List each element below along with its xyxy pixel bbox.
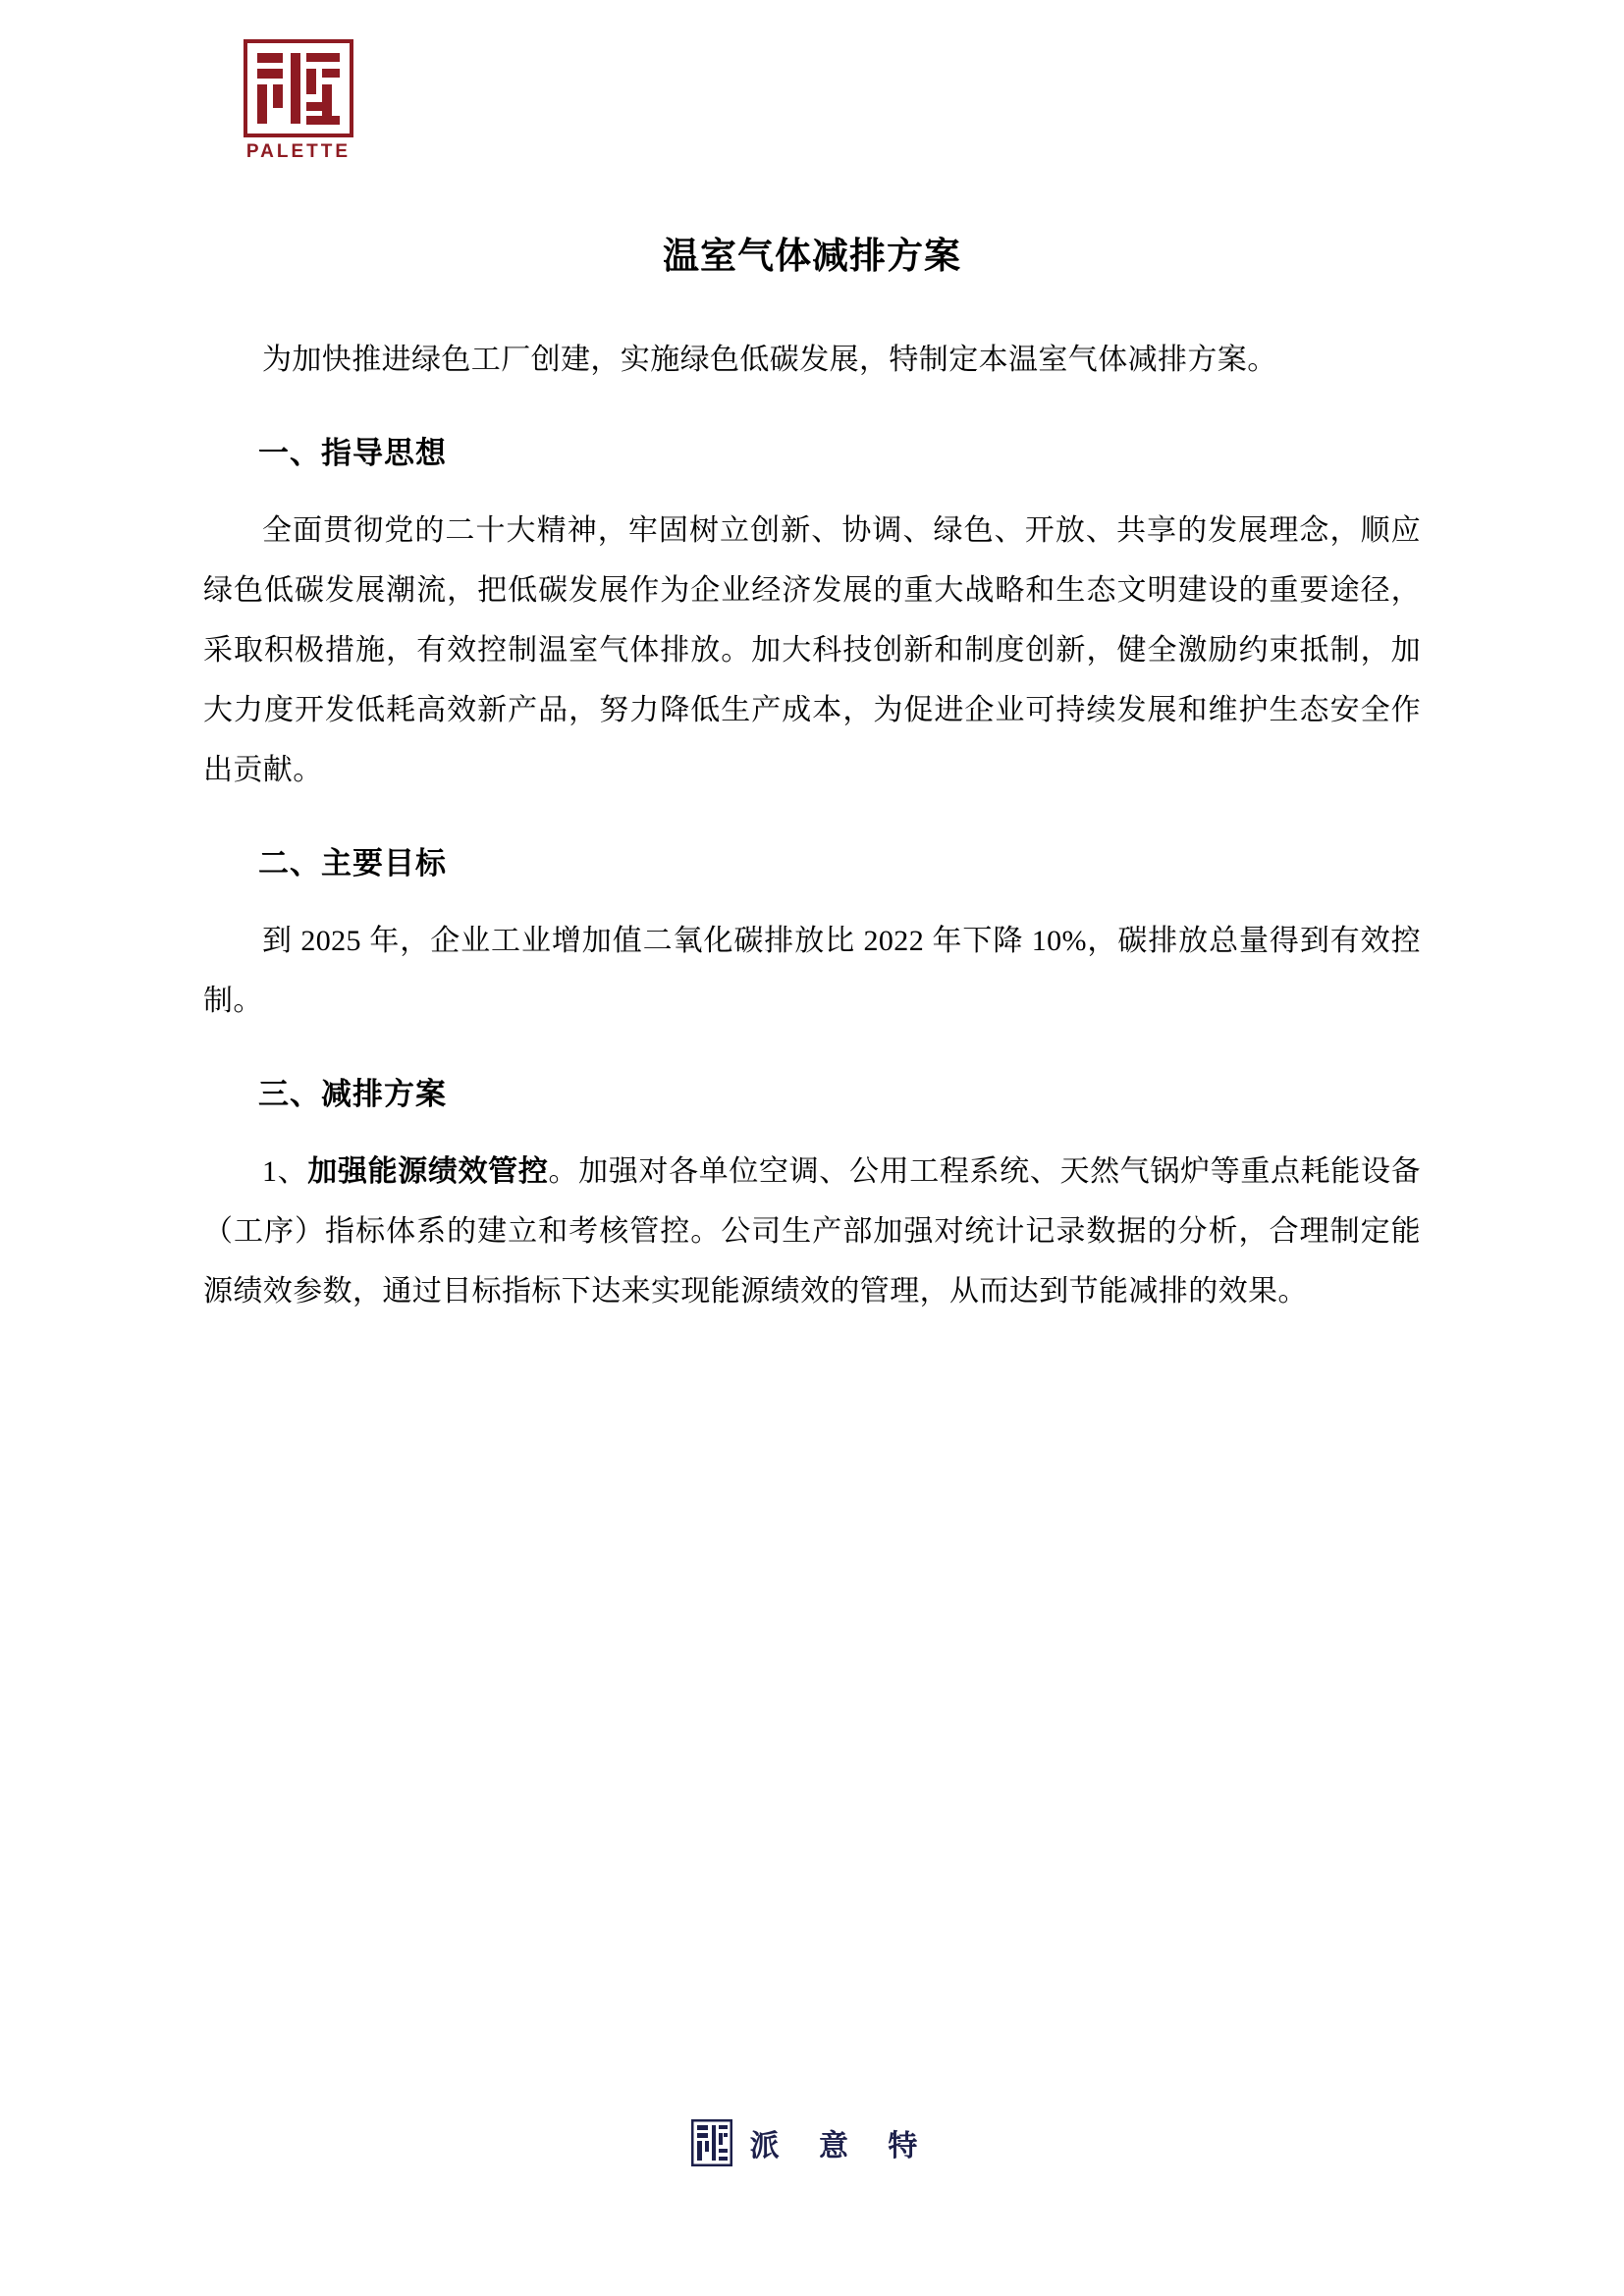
section-heading-3: 三、减排方案: [258, 1077, 447, 1111]
page-title: 温室气体减排方案: [663, 237, 961, 277]
palette-seal-small-icon: [691, 2119, 732, 2166]
brand-wordmark: PALETTE: [245, 141, 352, 162]
item-lead: 加强能源绩效管控: [307, 1155, 549, 1188]
page-footer: [0, 2119, 1624, 2166]
section-heading-1: 一、指导思想: [258, 436, 447, 470]
footer-brand-text: 派 意 特: [749, 2130, 934, 2163]
palette-seal-logo-icon: [244, 39, 353, 137]
brand-logo: [244, 39, 401, 167]
section-body-2: 到 2025 年，企业工业增加值二氧化碳排放比 2022 年下降 10%，碳排放总量得到有效控制。: [203, 925, 1421, 1017]
section-heading-2: 二、主要目标: [258, 846, 447, 881]
item-body: 。加强对各单位空调、公用工程系统、天然气锅炉等重点耗能设备（工序）指标体系的建立和考核管控。公司生产部加强对统计记录数据的分析，合理制定能源绩效参数，通过目标指标下达来实现能源绩效的管理，从而达到节能减排的效果。: [203, 1155, 1421, 1308]
section-body-3-item-1: [203, 1142, 1421, 1321]
item-number: 1、: [262, 1155, 308, 1188]
section-body-1: 全面贯彻党的二十大精神，牢固树立创新、协调、绿色、开放、共享的发展理念，顺应绿色低碳发展潮流，把低碳发展作为企业经济发展的重大战略和生态文明建设的重要途径，采取积极措施，有效控制温室气体排放。加大科技创新和制度创新，健全激励约束抵制，加大力度开发低耗高效新产品，努力降低生产成本，为促进企业可持续发展和维护生态安全作出贡献。: [203, 514, 1421, 786]
intro-paragraph: 为加快推进绿色工厂创建，实施绿色低碳发展，特制定本温室气体减排方案。: [262, 344, 1277, 376]
document-content: [203, 226, 1421, 1347]
